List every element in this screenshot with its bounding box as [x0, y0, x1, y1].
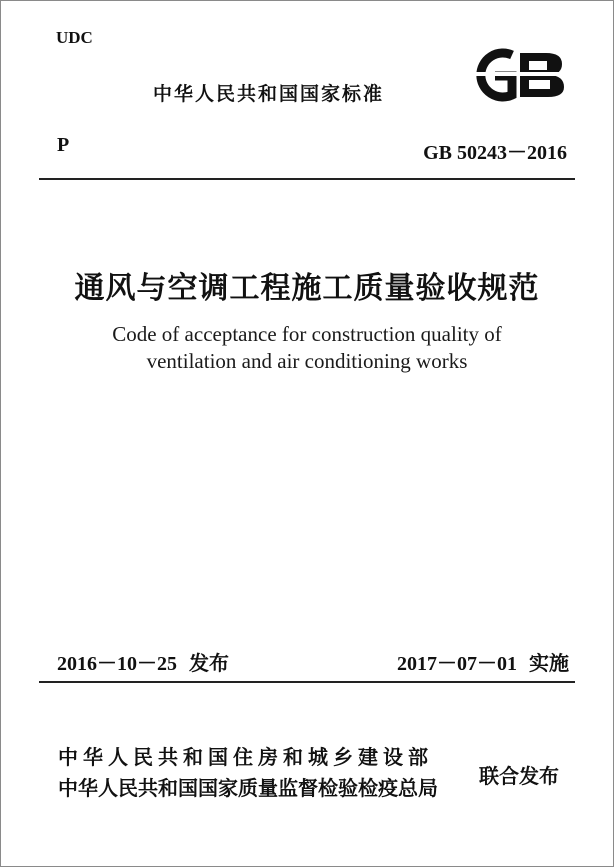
title-english-line2: ventilation and air conditioning works	[146, 349, 468, 373]
issue-label: 发布	[189, 651, 229, 675]
issuer-aqsiq: 中华人民共和国国家质量监督检验检疫总局	[58, 776, 438, 800]
standard-number: GB 50243－2016	[423, 142, 567, 164]
udc-label: UDC	[56, 28, 93, 47]
title-english-line1: Code of acceptance for construction quality of	[112, 322, 502, 346]
effective-date-block	[397, 647, 569, 676]
issuer-ministry: 中华人民共和国住房和城乡建设部	[58, 745, 433, 769]
gb-logo	[462, 45, 570, 105]
top-rule	[39, 178, 575, 180]
title-chinese: 通风与空调工程施工质量验收规范	[74, 271, 540, 306]
classification-code: P	[57, 134, 70, 156]
standard-type-heading: 中华人民共和国国家标准	[153, 83, 385, 105]
bottom-rule	[39, 681, 575, 683]
issue-date-block	[57, 647, 229, 676]
effective-label: 实施	[529, 651, 569, 675]
effective-date: 2017－07－01	[397, 653, 517, 675]
joint-issue-label: 联合发布	[479, 764, 559, 788]
issue-date: 2016－10－25	[57, 653, 177, 675]
